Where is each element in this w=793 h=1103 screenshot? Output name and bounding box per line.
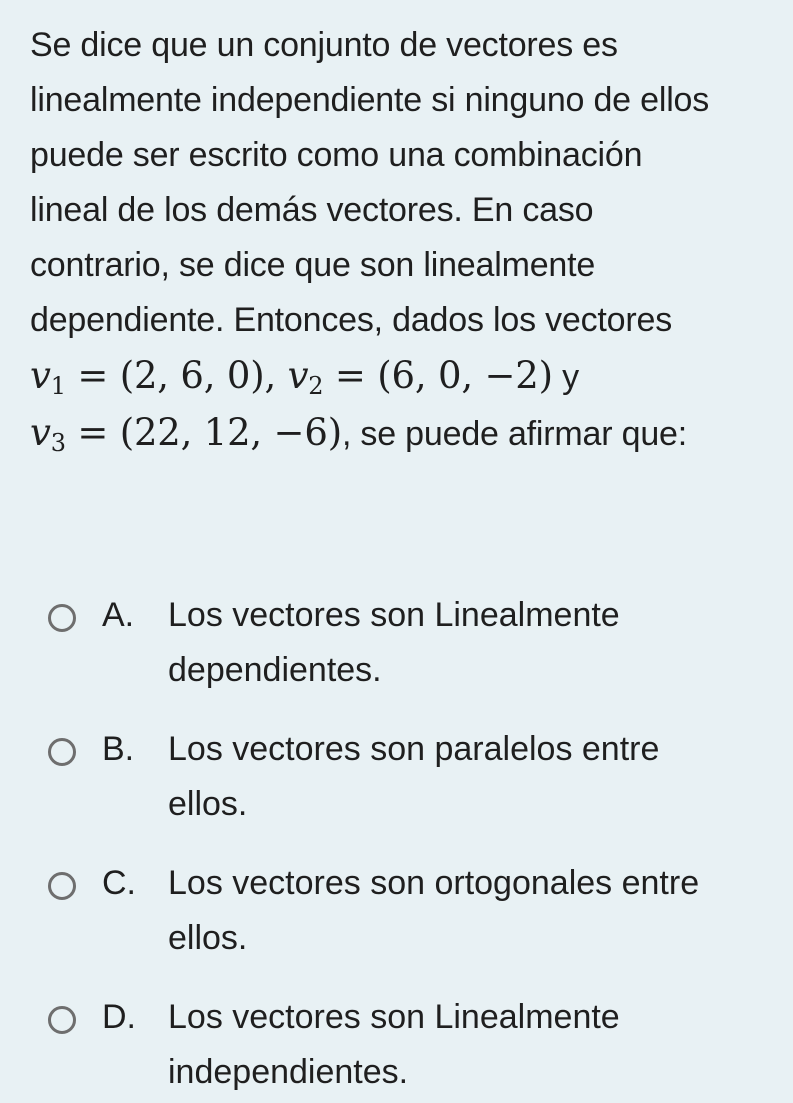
option-letter: B. [102,730,135,768]
option-label [168,990,768,1100]
option-letter: D. [102,998,136,1036]
option-letter: C. [102,864,136,902]
radio-button-b[interactable] [48,738,76,766]
vector-v3: $v_3 = (22$, 12, −6) [30,411,342,457]
question-line: Se dice que un conjunto de vectores es [30,26,618,64]
radio-button-d[interactable] [48,1006,76,1034]
option-label [168,856,768,966]
option-label-line: Los vectores son Linealmente [168,998,620,1036]
question-line: puede ser escrito como una combinación [30,136,643,174]
option-c[interactable] [0,848,793,958]
option-label-line: independientes. [168,1053,409,1091]
option-a[interactable] [0,580,793,690]
option-label-line: Los vectores son paralelos entre [168,730,660,768]
option-letter: A. [102,596,135,634]
question-line: lineal de los demás vectores. En caso [30,191,594,229]
option-label [168,722,768,832]
option-d[interactable] [0,982,793,1092]
radio-button-a[interactable] [48,604,76,632]
option-b[interactable] [0,714,793,824]
question-tail: , se puede afirmar que: [341,415,687,453]
option-label-line: ellos. [168,919,248,957]
option-label-line: Los vectores son ortogonales entre [168,864,700,902]
vector-line-1 [30,348,780,405]
option-label-line: ellos. [168,785,248,823]
conjunction: y [552,358,579,396]
vector-line-2 [30,405,780,462]
question-line: contrario, se dice que son linealmente [30,246,596,284]
question-line: dependiente. Entonces, dados los vectores [30,301,673,339]
vector-v1: $v_1 = (2$, 6, 0), [30,354,288,400]
vector-v2: $v_2 = (6$, 0, −2) [287,354,553,400]
option-label-line: dependientes. [168,651,382,689]
option-label-line: Los vectores son Linealmente [168,596,620,634]
question-line: linealmente independiente si ninguno de ellos [30,81,710,119]
radio-button-c[interactable] [48,872,76,900]
option-label [168,588,768,698]
question-text [30,18,780,462]
